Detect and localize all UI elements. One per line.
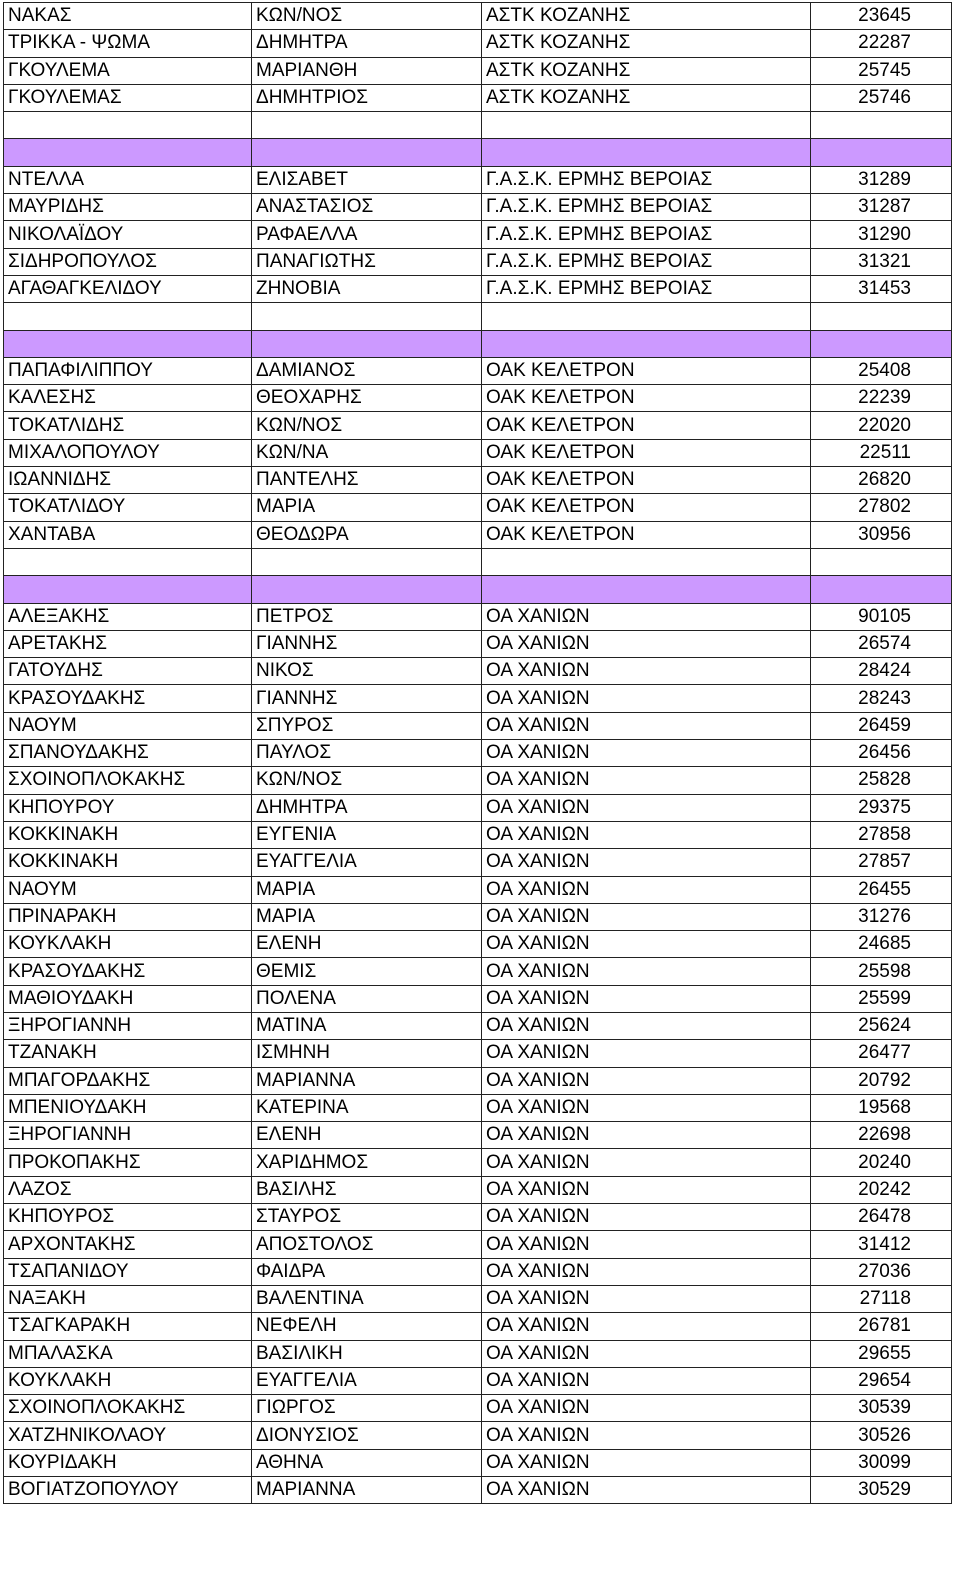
- table-row: [4, 248, 952, 275]
- surname-cell: ΝΙΚΟΛΑΪΔΟΥ: [4, 221, 252, 248]
- id-number-cell: 30099: [811, 1449, 952, 1476]
- firstname-cell: ΜΑΡΙΑΝΝΑ: [252, 1477, 482, 1504]
- firstname-cell: ΕΛΙΣΑΒΕΤ: [252, 166, 482, 193]
- club-cell: ΟΑΚ ΚΕΛΕΤΡΟΝ: [482, 412, 811, 439]
- id-number-cell: 26820: [811, 467, 952, 494]
- id-number-cell: 27118: [811, 1285, 952, 1312]
- id-number-cell: 90105: [811, 603, 952, 630]
- id-number-cell: 22239: [811, 385, 952, 412]
- empty-cell: [811, 112, 952, 139]
- id-number-cell: 26456: [811, 740, 952, 767]
- empty-row: [4, 303, 952, 330]
- table-row: [4, 794, 952, 821]
- surname-cell: ΜΑΘΙΟΥΔΑΚΗ: [4, 985, 252, 1012]
- table-row: [4, 740, 952, 767]
- firstname-cell: ΑΠΟΣΤΟΛΟΣ: [252, 1231, 482, 1258]
- firstname-cell: ΔΗΜΗΤΡΙΟΣ: [252, 84, 482, 111]
- empty-cell: [482, 330, 811, 357]
- id-number-cell: 25599: [811, 985, 952, 1012]
- firstname-cell: ΜΑΡΙΑΝΝΑ: [252, 1067, 482, 1094]
- club-cell: ΟΑ ΧΑΝΙΩΝ: [482, 1422, 811, 1449]
- table-row: [4, 1149, 952, 1176]
- empty-cell: [4, 576, 252, 603]
- id-number-cell: 23645: [811, 3, 952, 30]
- table-row: [4, 603, 952, 630]
- firstname-cell: ΝΙΚΟΣ: [252, 658, 482, 685]
- data-table: [3, 2, 952, 1504]
- surname-cell: ΤΖΑΝΑΚΗ: [4, 1040, 252, 1067]
- surname-cell: ΜΠΑΓΟΡΔΑΚΗΣ: [4, 1067, 252, 1094]
- surname-cell: ΧΑΝΤΑΒΑ: [4, 521, 252, 548]
- surname-cell: ΝΑΚΑΣ: [4, 3, 252, 30]
- surname-cell: ΤΟΚΑΤΛΙΔΟΥ: [4, 494, 252, 521]
- id-number-cell: 24685: [811, 931, 952, 958]
- firstname-cell: ΜΑΡΙΑ: [252, 876, 482, 903]
- firstname-cell: ΠΑΝΤΕΛΗΣ: [252, 467, 482, 494]
- id-number-cell: 25624: [811, 1012, 952, 1039]
- firstname-cell: ΚΩΝ/ΝΟΣ: [252, 412, 482, 439]
- surname-cell: ΝΑΟΥΜ: [4, 876, 252, 903]
- id-number-cell: 30529: [811, 1477, 952, 1504]
- table-body: [4, 3, 952, 1504]
- club-cell: ΟΑ ΧΑΝΙΩΝ: [482, 1449, 811, 1476]
- firstname-cell: ΝΕΦΕΛΗ: [252, 1313, 482, 1340]
- surname-cell: ΞΗΡΟΓΙΑΝΝΗ: [4, 1122, 252, 1149]
- table-row: [4, 57, 952, 84]
- table-row: [4, 3, 952, 30]
- id-number-cell: 31453: [811, 275, 952, 302]
- firstname-cell: ΑΝΑΣΤΑΣΙΟΣ: [252, 194, 482, 221]
- table-row: [4, 1449, 952, 1476]
- id-number-cell: 22698: [811, 1122, 952, 1149]
- id-number-cell: 22020: [811, 412, 952, 439]
- firstname-cell: ΓΙΑΝΝΗΣ: [252, 685, 482, 712]
- club-cell: ΟΑ ΧΑΝΙΩΝ: [482, 1313, 811, 1340]
- surname-cell: ΚΡΑΣΟΥΔΑΚΗΣ: [4, 685, 252, 712]
- firstname-cell: ΕΥΑΓΓΕΛΙΑ: [252, 849, 482, 876]
- surname-cell: ΣΠΑΝΟΥΔΑΚΗΣ: [4, 740, 252, 767]
- club-cell: ΟΑ ΧΑΝΙΩΝ: [482, 1176, 811, 1203]
- firstname-cell: ΦΑΙΔΡΑ: [252, 1258, 482, 1285]
- table-row: [4, 1340, 952, 1367]
- club-cell: ΟΑΚ ΚΕΛΕΤΡΟΝ: [482, 467, 811, 494]
- empty-cell: [4, 303, 252, 330]
- firstname-cell: ΜΑΡΙΑ: [252, 494, 482, 521]
- table-row: [4, 1012, 952, 1039]
- club-cell: ΟΑ ΧΑΝΙΩΝ: [482, 1067, 811, 1094]
- surname-cell: ΜΠΕΝΙΟΥΔΑΚΗ: [4, 1094, 252, 1121]
- id-number-cell: 22287: [811, 30, 952, 57]
- firstname-cell: ΠΕΤΡΟΣ: [252, 603, 482, 630]
- id-number-cell: 27858: [811, 821, 952, 848]
- firstname-cell: ΖΗΝΟΒΙΑ: [252, 275, 482, 302]
- id-number-cell: 28243: [811, 685, 952, 712]
- table-row: [4, 876, 952, 903]
- firstname-cell: ΡΑΦΑΕΛΛΑ: [252, 221, 482, 248]
- surname-cell: ΑΡΕΤΑΚΗΣ: [4, 630, 252, 657]
- empty-cell: [811, 330, 952, 357]
- id-number-cell: 25828: [811, 767, 952, 794]
- id-number-cell: 25746: [811, 84, 952, 111]
- table-row: [4, 275, 952, 302]
- surname-cell: ΠΑΠΑΦΙΛΙΠΠΟΥ: [4, 357, 252, 384]
- surname-cell: ΝΑΟΥΜ: [4, 712, 252, 739]
- club-cell: ΟΑ ΧΑΝΙΩΝ: [482, 1477, 811, 1504]
- surname-cell: ΚΟΥΚΛΑΚΗ: [4, 931, 252, 958]
- id-number-cell: 22511: [811, 439, 952, 466]
- table-row: [4, 194, 952, 221]
- surname-cell: ΑΡΧΟΝΤΑΚΗΣ: [4, 1231, 252, 1258]
- surname-cell: ΣΧΟΙΝΟΠΛΟΚΑΚΗΣ: [4, 1395, 252, 1422]
- club-cell: ΟΑ ΧΑΝΙΩΝ: [482, 821, 811, 848]
- firstname-cell: ΔΗΜΗΤΡΑ: [252, 794, 482, 821]
- surname-cell: ΓΑΤΟΥΔΗΣ: [4, 658, 252, 685]
- surname-cell: ΠΡΟΚΟΠΑΚΗΣ: [4, 1149, 252, 1176]
- empty-cell: [4, 330, 252, 357]
- id-number-cell: 31321: [811, 248, 952, 275]
- firstname-cell: ΣΤΑΥΡΟΣ: [252, 1204, 482, 1231]
- table-row: [4, 1067, 952, 1094]
- empty-cell: [4, 548, 252, 575]
- table-row: [4, 221, 952, 248]
- id-number-cell: 29375: [811, 794, 952, 821]
- table-row: [4, 439, 952, 466]
- table-row: [4, 521, 952, 548]
- surname-cell: ΞΗΡΟΓΙΑΝΝΗ: [4, 1012, 252, 1039]
- firstname-cell: ΜΑΡΙΑΝΘΗ: [252, 57, 482, 84]
- table-row: [4, 849, 952, 876]
- table-row: [4, 630, 952, 657]
- firstname-cell: ΜΑΡΙΑ: [252, 903, 482, 930]
- table-row: [4, 658, 952, 685]
- table-row: [4, 1231, 952, 1258]
- firstname-cell: ΚΩΝ/ΝΑ: [252, 439, 482, 466]
- firstname-cell: ΔΑΜΙΑΝΟΣ: [252, 357, 482, 384]
- club-cell: ΟΑ ΧΑΝΙΩΝ: [482, 794, 811, 821]
- id-number-cell: 28424: [811, 658, 952, 685]
- id-number-cell: 29654: [811, 1367, 952, 1394]
- table-row: [4, 712, 952, 739]
- table-row: [4, 903, 952, 930]
- club-cell: ΟΑ ΧΑΝΙΩΝ: [482, 903, 811, 930]
- group-separator-row: [4, 139, 952, 166]
- firstname-cell: ΧΑΡΙΔΗΜΟΣ: [252, 1149, 482, 1176]
- club-cell: Γ.Α.Σ.Κ. ΕΡΜΗΣ ΒΕΡΟΙΑΣ: [482, 166, 811, 193]
- surname-cell: ΝΑΞΑΚΗ: [4, 1285, 252, 1312]
- club-cell: ΟΑ ΧΑΝΙΩΝ: [482, 1204, 811, 1231]
- empty-cell: [811, 303, 952, 330]
- club-cell: ΟΑ ΧΑΝΙΩΝ: [482, 1149, 811, 1176]
- table-row: [4, 84, 952, 111]
- club-cell: Γ.Α.Σ.Κ. ΕΡΜΗΣ ΒΕΡΟΙΑΣ: [482, 248, 811, 275]
- firstname-cell: ΔΗΜΗΤΡΑ: [252, 30, 482, 57]
- firstname-cell: ΕΛΕΝΗ: [252, 1122, 482, 1149]
- table-row: [4, 1395, 952, 1422]
- surname-cell: ΣΧΟΙΝΟΠΛΟΚΑΚΗΣ: [4, 767, 252, 794]
- id-number-cell: 26781: [811, 1313, 952, 1340]
- club-cell: ΟΑ ΧΑΝΙΩΝ: [482, 1258, 811, 1285]
- surname-cell: ΚΗΠΟΥΡΟΣ: [4, 1204, 252, 1231]
- surname-cell: ΛΑΖΟΣ: [4, 1176, 252, 1203]
- table-row: [4, 1122, 952, 1149]
- empty-cell: [811, 576, 952, 603]
- id-number-cell: 30956: [811, 521, 952, 548]
- surname-cell: ΚΟΥΡΙΔΑΚΗ: [4, 1449, 252, 1476]
- surname-cell: ΠΡΙΝΑΡΑΚΗ: [4, 903, 252, 930]
- id-number-cell: 26478: [811, 1204, 952, 1231]
- club-cell: ΑΣΤΚ ΚΟΖΑΝΗΣ: [482, 84, 811, 111]
- id-number-cell: 27857: [811, 849, 952, 876]
- firstname-cell: ΣΠΥΡΟΣ: [252, 712, 482, 739]
- surname-cell: ΚΑΛΕΣΗΣ: [4, 385, 252, 412]
- firstname-cell: ΜΑΤΙΝΑ: [252, 1012, 482, 1039]
- firstname-cell: ΕΥΑΓΓΕΛΙΑ: [252, 1367, 482, 1394]
- empty-cell: [252, 112, 482, 139]
- empty-cell: [482, 303, 811, 330]
- id-number-cell: 31276: [811, 903, 952, 930]
- club-cell: ΟΑ ΧΑΝΙΩΝ: [482, 876, 811, 903]
- firstname-cell: ΒΑΛΕΝΤΙΝΑ: [252, 1285, 482, 1312]
- table-row: [4, 30, 952, 57]
- club-cell: ΟΑ ΧΑΝΙΩΝ: [482, 1094, 811, 1121]
- empty-cell: [482, 112, 811, 139]
- empty-cell: [4, 139, 252, 166]
- table-row: [4, 1367, 952, 1394]
- table-row: [4, 385, 952, 412]
- surname-cell: ΑΓΑΘΑΓΚΕΛΙΔΟΥ: [4, 275, 252, 302]
- table-row: [4, 166, 952, 193]
- surname-cell: ΜΙΧΑΛΟΠΟΥΛΟΥ: [4, 439, 252, 466]
- firstname-cell: ΕΥΓΕΝΙΑ: [252, 821, 482, 848]
- empty-cell: [252, 576, 482, 603]
- table-row: [4, 357, 952, 384]
- empty-cell: [482, 576, 811, 603]
- empty-cell: [4, 112, 252, 139]
- firstname-cell: ΘΕΟΔΩΡΑ: [252, 521, 482, 548]
- empty-cell: [252, 139, 482, 166]
- firstname-cell: ΑΘΗΝΑ: [252, 1449, 482, 1476]
- surname-cell: ΒΟΓΙΑΤΖΟΠΟΥΛΟΥ: [4, 1477, 252, 1504]
- firstname-cell: ΠΟΛΕΝΑ: [252, 985, 482, 1012]
- id-number-cell: 31290: [811, 221, 952, 248]
- group-separator-row: [4, 330, 952, 357]
- club-cell: Γ.Α.Σ.Κ. ΕΡΜΗΣ ΒΕΡΟΙΑΣ: [482, 221, 811, 248]
- club-cell: ΑΣΤΚ ΚΟΖΑΝΗΣ: [482, 30, 811, 57]
- id-number-cell: 20792: [811, 1067, 952, 1094]
- club-cell: ΟΑ ΧΑΝΙΩΝ: [482, 958, 811, 985]
- club-cell: ΟΑΚ ΚΕΛΕΤΡΟΝ: [482, 521, 811, 548]
- surname-cell: ΓΚΟΥΛΕΜΑΣ: [4, 84, 252, 111]
- firstname-cell: ΔΙΟΝΥΣΙΟΣ: [252, 1422, 482, 1449]
- club-cell: ΟΑ ΧΑΝΙΩΝ: [482, 1122, 811, 1149]
- club-cell: ΟΑ ΧΑΝΙΩΝ: [482, 985, 811, 1012]
- surname-cell: ΤΟΚΑΤΛΙΔΗΣ: [4, 412, 252, 439]
- club-cell: Γ.Α.Σ.Κ. ΕΡΜΗΣ ΒΕΡΟΙΑΣ: [482, 194, 811, 221]
- table-row: [4, 1313, 952, 1340]
- group-separator-row: [4, 576, 952, 603]
- table-row: [4, 1477, 952, 1504]
- surname-cell: ΚΟΥΚΛΑΚΗ: [4, 1367, 252, 1394]
- surname-cell: ΣΙΔΗΡΟΠΟΥΛΟΣ: [4, 248, 252, 275]
- empty-row: [4, 112, 952, 139]
- surname-cell: ΚΟΚΚΙΝΑΚΗ: [4, 849, 252, 876]
- id-number-cell: 30539: [811, 1395, 952, 1422]
- table-row: [4, 958, 952, 985]
- club-cell: ΟΑ ΧΑΝΙΩΝ: [482, 630, 811, 657]
- surname-cell: ΚΗΠΟΥΡΟΥ: [4, 794, 252, 821]
- club-cell: Γ.Α.Σ.Κ. ΕΡΜΗΣ ΒΕΡΟΙΑΣ: [482, 275, 811, 302]
- firstname-cell: ΚΑΤΕΡΙΝΑ: [252, 1094, 482, 1121]
- table-row: [4, 467, 952, 494]
- firstname-cell: ΠΑΥΛΟΣ: [252, 740, 482, 767]
- table-row: [4, 985, 952, 1012]
- id-number-cell: 29655: [811, 1340, 952, 1367]
- surname-cell: ΚΟΚΚΙΝΑΚΗ: [4, 821, 252, 848]
- firstname-cell: ΕΛΕΝΗ: [252, 931, 482, 958]
- firstname-cell: ΠΑΝΑΓΙΩΤΗΣ: [252, 248, 482, 275]
- table-row: [4, 1422, 952, 1449]
- surname-cell: ΓΚΟΥΛΕΜΑ: [4, 57, 252, 84]
- id-number-cell: 25745: [811, 57, 952, 84]
- firstname-cell: ΚΩΝ/ΝΟΣ: [252, 3, 482, 30]
- id-number-cell: 20242: [811, 1176, 952, 1203]
- firstname-cell: ΘΕΜΙΣ: [252, 958, 482, 985]
- club-cell: ΟΑΚ ΚΕΛΕΤΡΟΝ: [482, 439, 811, 466]
- firstname-cell: ΚΩΝ/ΝΟΣ: [252, 767, 482, 794]
- empty-cell: [482, 548, 811, 575]
- club-cell: ΟΑ ΧΑΝΙΩΝ: [482, 767, 811, 794]
- table-row: [4, 685, 952, 712]
- empty-cell: [252, 330, 482, 357]
- surname-cell: ΜΠΑΛΑΣΚΑ: [4, 1340, 252, 1367]
- id-number-cell: 25598: [811, 958, 952, 985]
- firstname-cell: ΒΑΣΙΛΙΚΗ: [252, 1340, 482, 1367]
- club-cell: ΟΑ ΧΑΝΙΩΝ: [482, 849, 811, 876]
- club-cell: ΟΑ ΧΑΝΙΩΝ: [482, 1340, 811, 1367]
- table-row: [4, 1285, 952, 1312]
- club-cell: ΟΑ ΧΑΝΙΩΝ: [482, 740, 811, 767]
- id-number-cell: 26459: [811, 712, 952, 739]
- empty-cell: [482, 139, 811, 166]
- empty-cell: [252, 303, 482, 330]
- surname-cell: ΚΡΑΣΟΥΔΑΚΗΣ: [4, 958, 252, 985]
- club-cell: ΑΣΤΚ ΚΟΖΑΝΗΣ: [482, 3, 811, 30]
- table-row: [4, 1176, 952, 1203]
- surname-cell: ΑΛΕΞΑΚΗΣ: [4, 603, 252, 630]
- id-number-cell: 26574: [811, 630, 952, 657]
- table-row: [4, 821, 952, 848]
- table-row: [4, 1040, 952, 1067]
- table-row: [4, 767, 952, 794]
- table-row: [4, 931, 952, 958]
- club-cell: ΟΑ ΧΑΝΙΩΝ: [482, 603, 811, 630]
- club-cell: ΟΑ ΧΑΝΙΩΝ: [482, 1367, 811, 1394]
- surname-cell: ΤΡΙΚΚΑ - ΨΩΜΑ: [4, 30, 252, 57]
- firstname-cell: ΘΕΟΧΑΡΗΣ: [252, 385, 482, 412]
- id-number-cell: 26455: [811, 876, 952, 903]
- id-number-cell: 31289: [811, 166, 952, 193]
- empty-cell: [252, 548, 482, 575]
- surname-cell: ΙΩΑΝΝΙΔΗΣ: [4, 467, 252, 494]
- table-row: [4, 412, 952, 439]
- empty-cell: [811, 139, 952, 166]
- id-number-cell: 31287: [811, 194, 952, 221]
- club-cell: ΟΑ ΧΑΝΙΩΝ: [482, 1285, 811, 1312]
- firstname-cell: ΓΙΩΡΓΟΣ: [252, 1395, 482, 1422]
- id-number-cell: 19568: [811, 1094, 952, 1121]
- firstname-cell: ΓΙΑΝΝΗΣ: [252, 630, 482, 657]
- club-cell: ΟΑ ΧΑΝΙΩΝ: [482, 685, 811, 712]
- surname-cell: ΜΑΥΡΙΔΗΣ: [4, 194, 252, 221]
- club-cell: ΑΣΤΚ ΚΟΖΑΝΗΣ: [482, 57, 811, 84]
- club-cell: ΟΑΚ ΚΕΛΕΤΡΟΝ: [482, 357, 811, 384]
- id-number-cell: 25408: [811, 357, 952, 384]
- surname-cell: ΝΤΕΛΛΑ: [4, 166, 252, 193]
- club-cell: ΟΑ ΧΑΝΙΩΝ: [482, 1040, 811, 1067]
- surname-cell: ΤΣΑΠΑΝΙΔΟΥ: [4, 1258, 252, 1285]
- club-cell: ΟΑ ΧΑΝΙΩΝ: [482, 1012, 811, 1039]
- club-cell: ΟΑ ΧΑΝΙΩΝ: [482, 658, 811, 685]
- club-cell: ΟΑΚ ΚΕΛΕΤΡΟΝ: [482, 385, 811, 412]
- id-number-cell: 30526: [811, 1422, 952, 1449]
- surname-cell: ΤΣΑΓΚΑΡΑΚΗ: [4, 1313, 252, 1340]
- id-number-cell: 27802: [811, 494, 952, 521]
- id-number-cell: 26477: [811, 1040, 952, 1067]
- table-row: [4, 494, 952, 521]
- empty-cell: [811, 548, 952, 575]
- table-row: [4, 1258, 952, 1285]
- club-cell: ΟΑ ΧΑΝΙΩΝ: [482, 712, 811, 739]
- club-cell: ΟΑΚ ΚΕΛΕΤΡΟΝ: [482, 494, 811, 521]
- surname-cell: ΧΑΤΖΗΝΙΚΟΛΑΟΥ: [4, 1422, 252, 1449]
- id-number-cell: 27036: [811, 1258, 952, 1285]
- firstname-cell: ΙΣΜΗΝΗ: [252, 1040, 482, 1067]
- firstname-cell: ΒΑΣΙΛΗΣ: [252, 1176, 482, 1203]
- empty-row: [4, 548, 952, 575]
- club-cell: ΟΑ ΧΑΝΙΩΝ: [482, 931, 811, 958]
- club-cell: ΟΑ ΧΑΝΙΩΝ: [482, 1395, 811, 1422]
- club-cell: ΟΑ ΧΑΝΙΩΝ: [482, 1231, 811, 1258]
- id-number-cell: 20240: [811, 1149, 952, 1176]
- id-number-cell: 31412: [811, 1231, 952, 1258]
- table-row: [4, 1204, 952, 1231]
- table-row: [4, 1094, 952, 1121]
